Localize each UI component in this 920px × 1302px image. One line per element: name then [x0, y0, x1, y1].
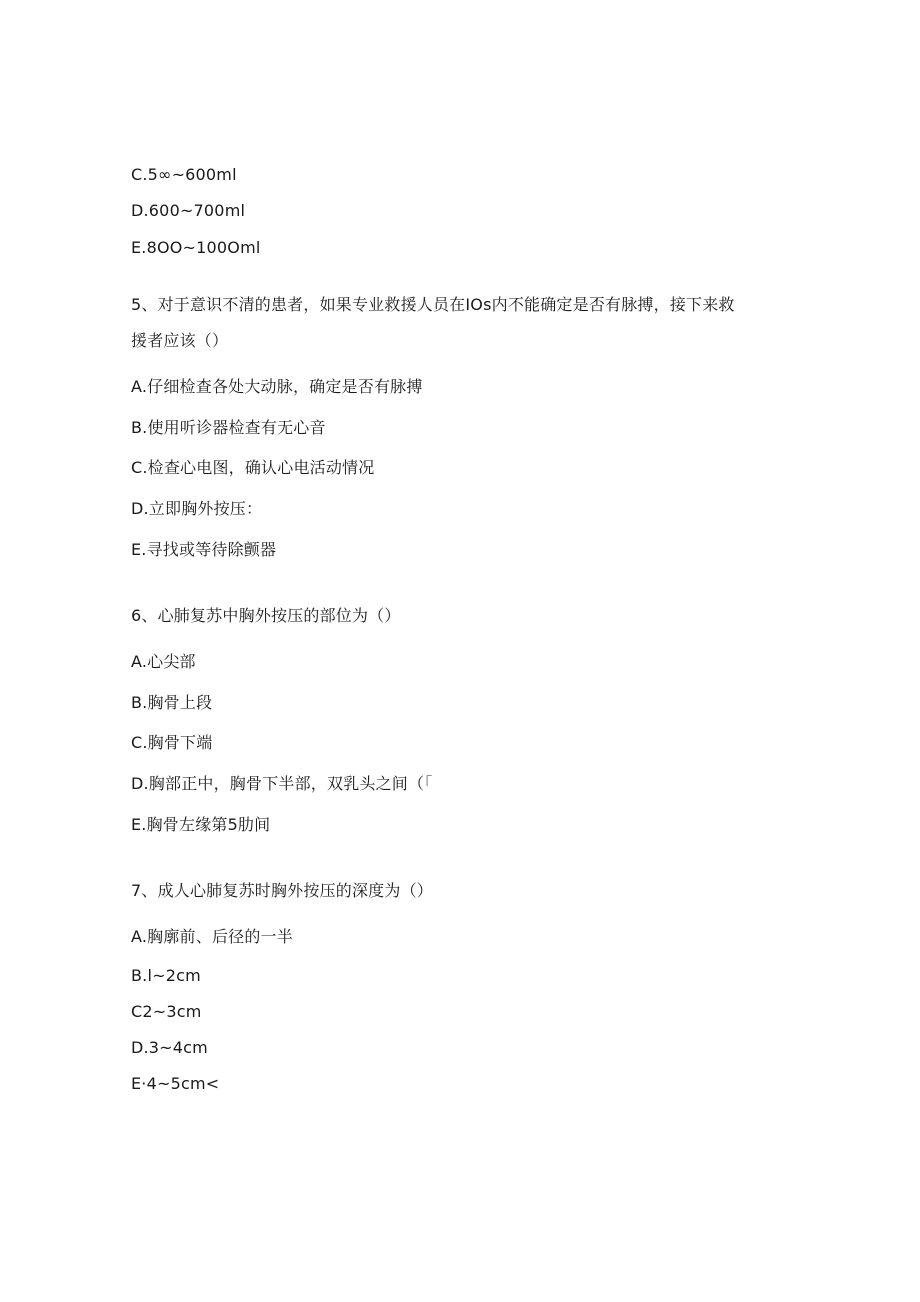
q6-option-c: C.胸骨下端 — [131, 733, 213, 752]
q6-option-a: A.心尖部 — [131, 652, 196, 671]
q6-option-e: E.胸骨左缘第5肋间 — [131, 815, 271, 834]
q7-option-b: B.l~2cm — [131, 966, 201, 985]
q4-option-d: D.600~700ml — [131, 201, 246, 220]
q4-option-e: E.8OO~100Oml — [131, 238, 261, 257]
q5-stem-line2: 援者应该（） — [131, 331, 229, 350]
q7-option-d: D.3~4cm — [131, 1038, 208, 1057]
q6-stem: 6、心肺复苏中胸外按压的部位为（） — [131, 606, 401, 625]
q6-option-d: D.胸部正中，胸骨下半部，双乳头之间（「 — [131, 774, 433, 793]
q7-stem: 7、成人心肺复苏时胸外按压的深度为（） — [131, 881, 433, 900]
q4-option-c: C.5∞~600ml — [131, 165, 237, 184]
q5-option-a: A.仔细检查各处大动脉，确定是否有脉搏 — [131, 377, 423, 396]
q6-option-b: B.胸骨上段 — [131, 693, 213, 712]
q7-option-a: A.胸廓前、后径的一半 — [131, 927, 293, 946]
q5-option-e: E.寻找或等待除颤器 — [131, 540, 277, 559]
q5-stem-line1: 5、对于意识不清的患者，如果专业救援人员在IOs内不能确定是否有脉搏，接下来救 — [131, 295, 735, 314]
q7-option-c: C2~3cm — [131, 1002, 202, 1021]
q7-option-e: E·4~5cm< — [131, 1074, 220, 1093]
q5-option-c: C.检查心电图，确认心电活动情况 — [131, 458, 375, 477]
q5-option-d: D.立即胸外按压： — [131, 499, 263, 518]
q5-option-b: B.使用听诊器检查有无心音 — [131, 418, 326, 437]
